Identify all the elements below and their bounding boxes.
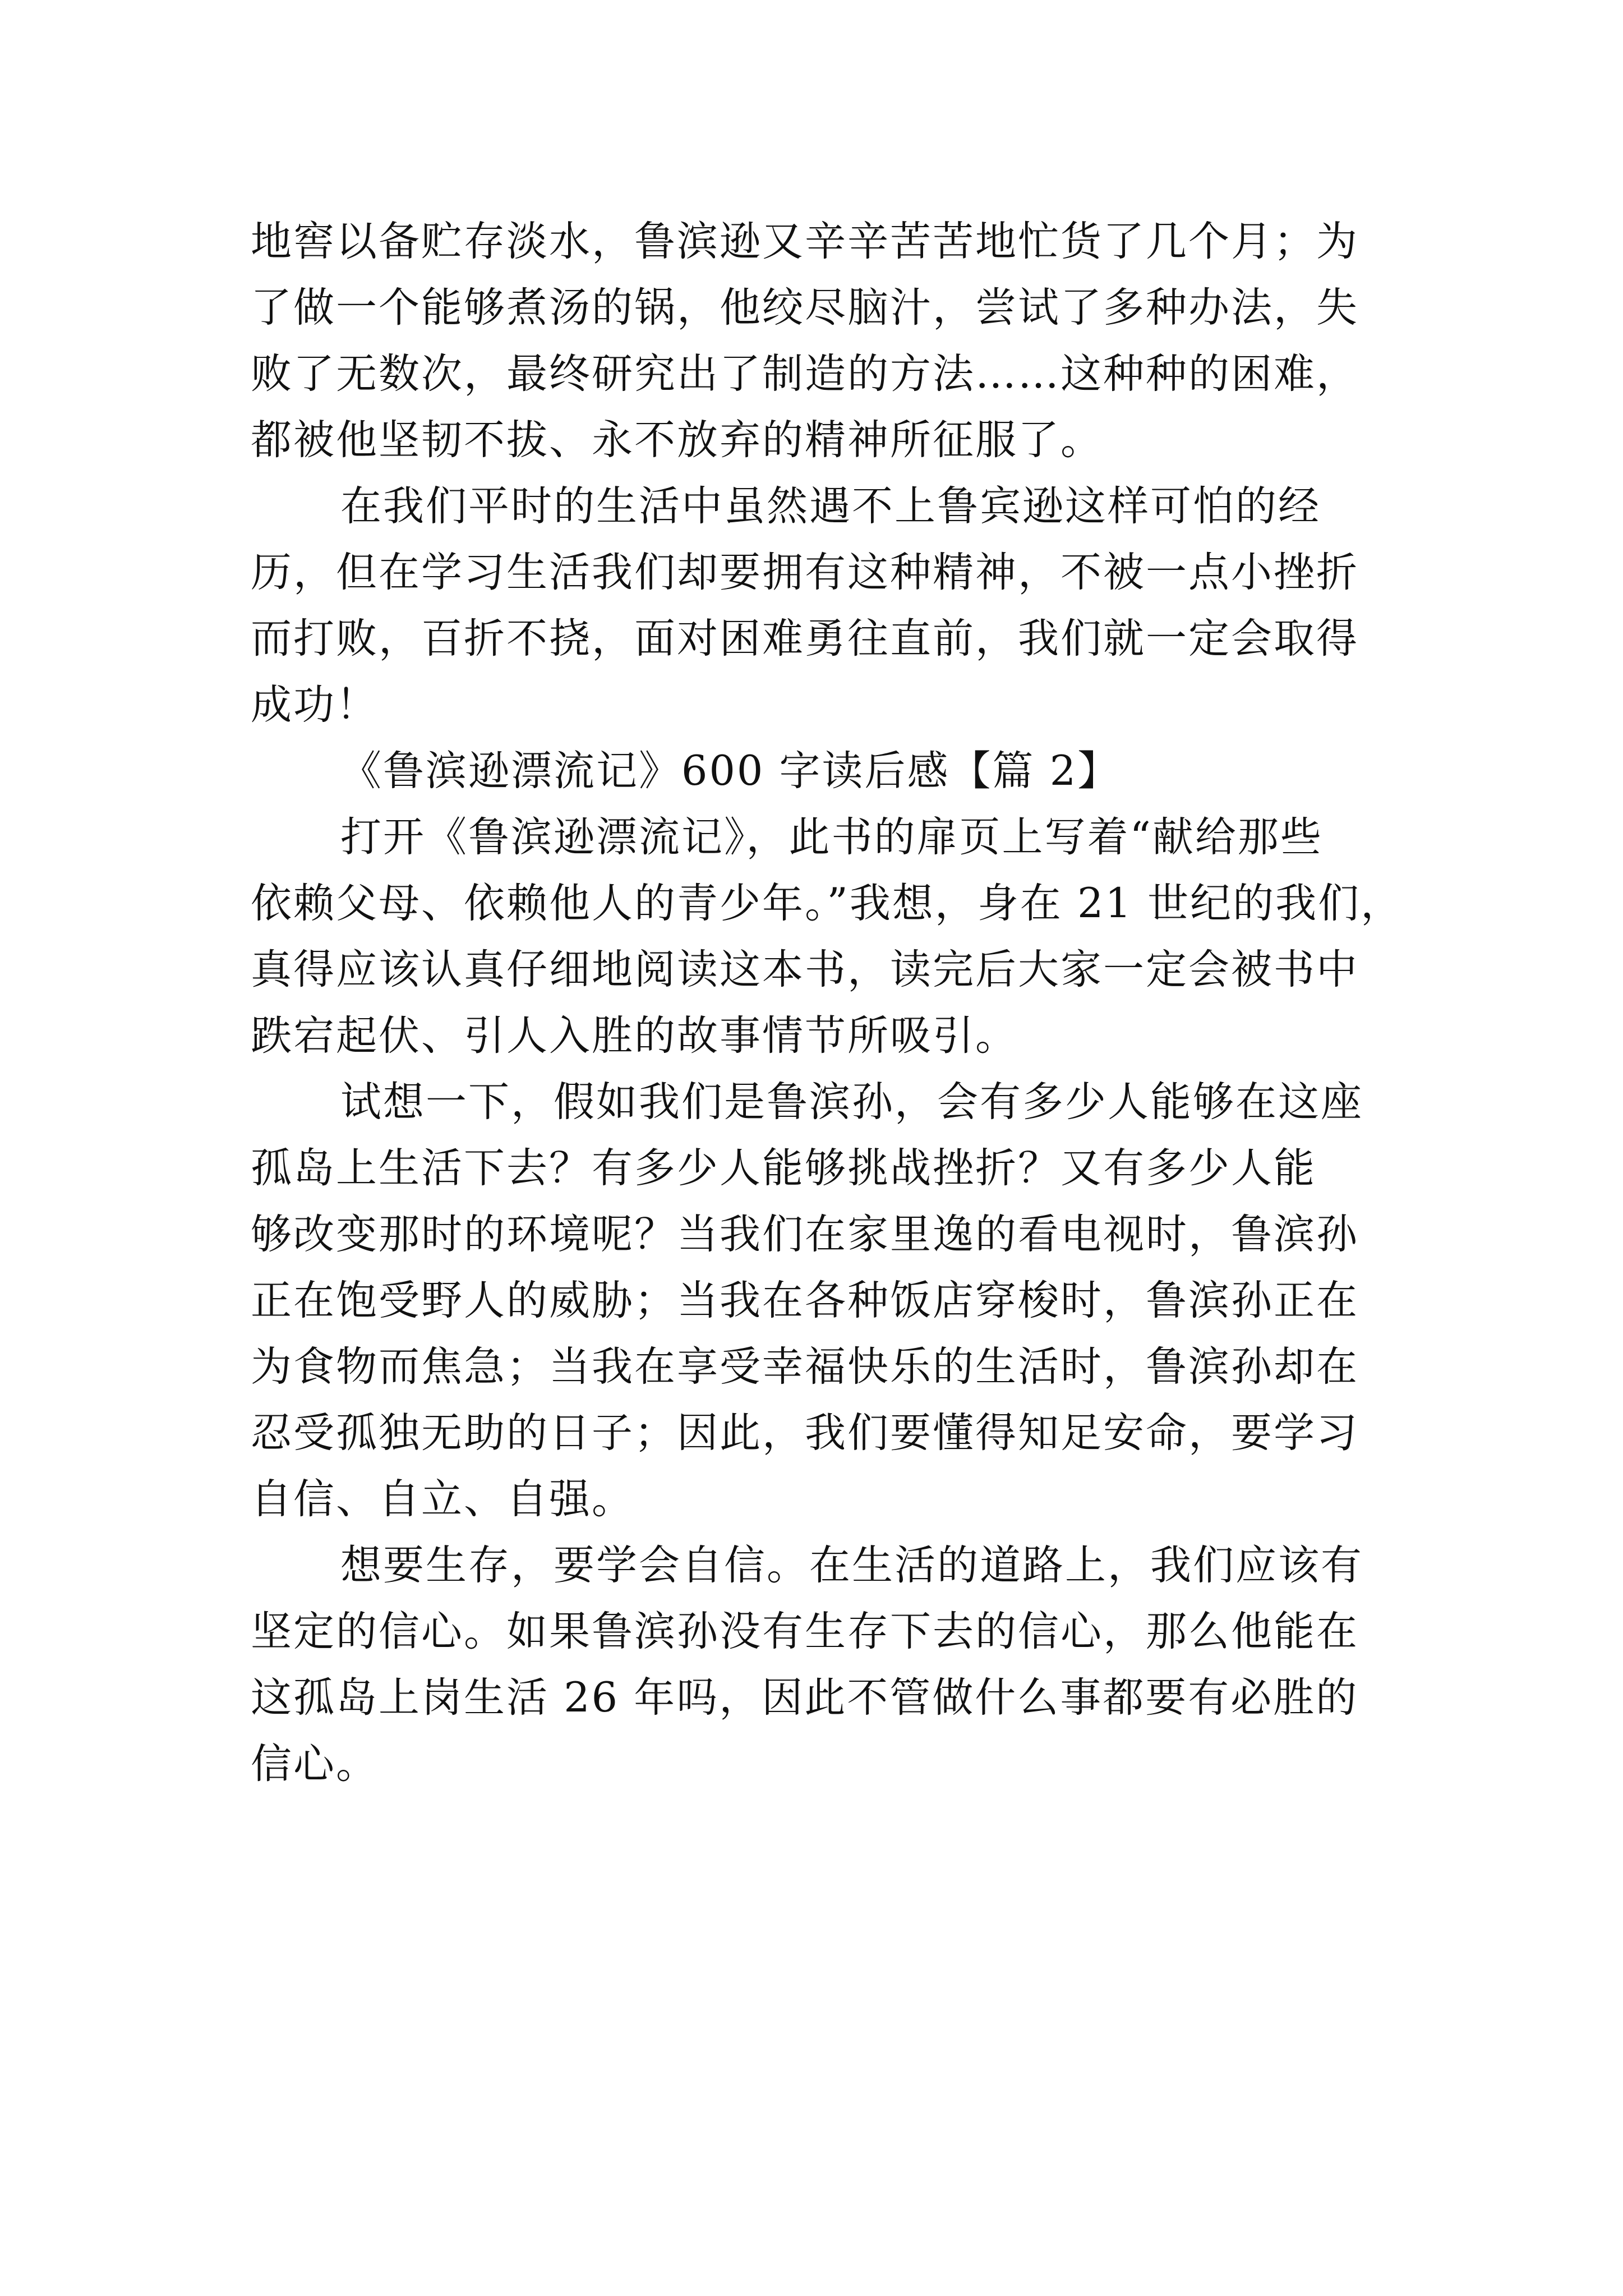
- text-line: 败了无数次，最终研究出了制造的方法……这种种的困难，: [251, 350, 1359, 398]
- text-line: 坚定的信心。如果鲁滨孙没有生存下去的信心，那么他能在: [251, 1608, 1359, 1655]
- text-line: 真得应该认真仔细地阅读这本书，读完后大家一定会被书中: [251, 946, 1359, 993]
- text-line: 为食物而焦急；当我在享受幸福快乐的生活时，鲁滨孙却在: [251, 1343, 1359, 1391]
- text-line: 这孤岛上岗生活 26 年吗，因此不管做什么事都要有必胜的: [251, 1674, 1359, 1722]
- text-line: 信心。: [251, 1740, 379, 1788]
- text-line: 孤岛上生活下去？有多少人能够挑战挫折？又有多少人能: [251, 1144, 1316, 1192]
- text-line: 正在饱受野人的威胁；当我在各种饭店穿梭时，鲁滨孙正在: [251, 1277, 1359, 1324]
- text-line: 了做一个能够煮汤的锅，他绞尽脑汁，尝试了多种办法，失: [251, 284, 1359, 332]
- paragraph-first-line: 试想一下，假如我们是鲁滨孙，会有多少人能够在这座: [340, 1078, 1363, 1126]
- document-body: [251, 209, 1404, 1797]
- text-line: 历，但在学习生活我们却要拥有这种精神，不被一点小挫折: [251, 549, 1359, 596]
- text-line: 依赖父母、依赖他人的青少年。”我想，身在 21 世纪的我们，: [251, 880, 1404, 927]
- text-line: 够改变那时的环境呢？当我们在家里逸的看电视时，鲁滨孙: [251, 1211, 1359, 1258]
- text-line: 忍受孤独无助的日子；因此，我们要懂得知足安命，要学习: [251, 1409, 1359, 1457]
- paragraph-first-line: 在我们平时的生活中虽然遇不上鲁宾逊这样可怕的经: [340, 482, 1321, 530]
- text-line: 跌宕起伏、引人入胜的故事情节所吸引。: [251, 1012, 1018, 1060]
- paragraph-first-line: 想要生存，要学会自信。在生活的道路上，我们应该有: [340, 1542, 1363, 1589]
- text-line: 自信、自立、自强。: [251, 1475, 634, 1523]
- section-heading: 《鲁滨逊漂流记》600 字读后感【篇 2】: [340, 747, 1121, 795]
- paragraph-first-line: 打开《鲁滨逊漂流记》，此书的扉页上写着“献给那些: [340, 813, 1323, 861]
- text-line: 而打败，百折不挠，面对困难勇往直前，我们就一定会取得: [251, 615, 1359, 662]
- text-line: 地窖以备贮存淡水，鲁滨逊又辛辛苦苦地忙货了几个月；为: [251, 218, 1359, 265]
- text-line: 都被他坚韧不拔、永不放弃的精神所征服了。: [251, 416, 1103, 464]
- text-line: 成功！: [251, 681, 379, 729]
